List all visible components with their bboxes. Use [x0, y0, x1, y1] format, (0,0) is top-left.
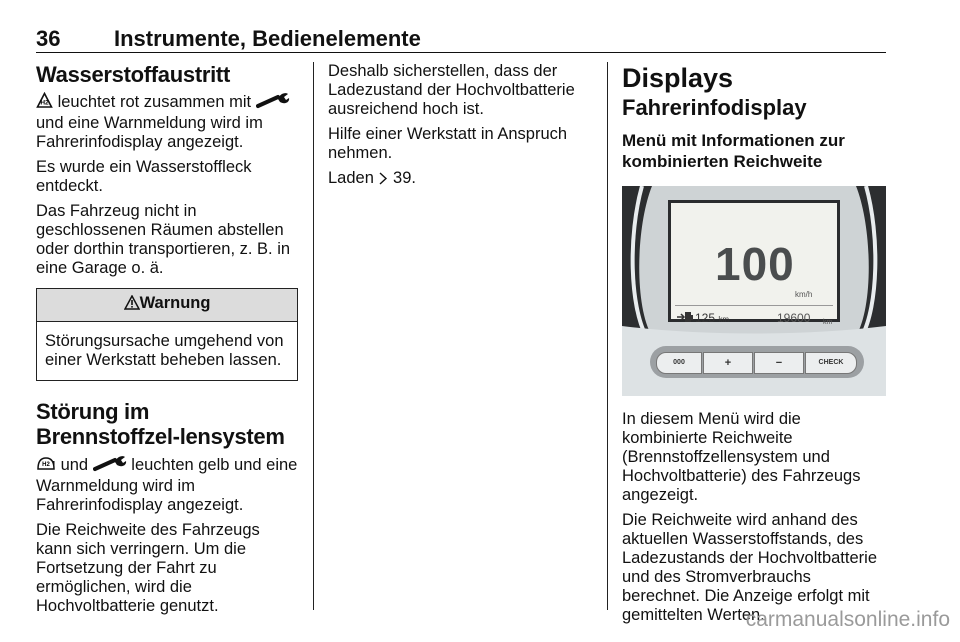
charging-reference-text: Laden — [328, 169, 379, 187]
speed-unit: km/h — [795, 290, 813, 299]
parking-paragraph: Das Fahrzeug nicht in geschlossenen Räumen abstellen oder dorthin transportieren, z. B. in eine Garage o. ä. — [36, 202, 291, 277]
fuel-cell-text-end: leuchten gelb und eine — [126, 456, 298, 474]
workshop-paragraph: Hilfe einer Werkstatt in Anspruch nehmen. — [328, 125, 568, 162]
driver-info-display-heading: Fahrerinfodisplay — [622, 95, 807, 120]
wrench-icon — [256, 91, 290, 114]
cluster-button-minus[interactable]: − — [754, 352, 804, 374]
column-divider-2 — [607, 62, 608, 610]
warning-box — [36, 288, 298, 381]
warning-title: Warnung — [139, 294, 211, 312]
watermark: carmanualsonline.info — [745, 608, 950, 631]
menu-description-paragraph: In diesem Menü wird die kombinierte Reichweite (Brennstoffzellensystem und Hochvoltbatterie) des Fahrzeugs angezeigt. — [622, 410, 861, 504]
hydrogen-paragraph-text: leuchtet rot zusammen mit — [53, 93, 256, 111]
cluster-button-plus[interactable]: + — [703, 352, 753, 374]
hydrogen-paragraph — [36, 91, 298, 152]
svg-text:H2: H2 — [42, 462, 50, 468]
screen-divider — [675, 305, 833, 306]
page-reference-arrow-icon — [378, 171, 388, 190]
fuel-cell-text-mid: und — [56, 456, 93, 474]
cluster-button-reset[interactable]: 000 — [656, 352, 702, 374]
cluster-screen — [668, 200, 840, 326]
header-rule — [36, 52, 886, 53]
page-header — [36, 26, 886, 50]
column-divider-1 — [313, 62, 314, 610]
warning-triangle-icon — [124, 295, 140, 315]
charging-reference-page[interactable]: 39. — [388, 169, 416, 187]
svg-text:H2: H2 — [40, 99, 49, 107]
section-heading-hydrogen-leak: Wasserstoffaustritt — [36, 62, 230, 87]
warning-box-header — [37, 289, 297, 322]
odometer-unit: km — [823, 319, 833, 326]
cluster-button-check[interactable]: CHECK — [805, 352, 857, 374]
column-3 — [622, 62, 886, 631]
column-2 — [328, 62, 590, 196]
wrench-icon — [93, 454, 127, 477]
page-title: Instrumente, Bedienelemente — [114, 26, 421, 51]
displays-heading: Displays — [622, 63, 734, 93]
page-number: 36 — [36, 26, 61, 51]
range-reduction-paragraph: Die Reichweite des Fahrzeugs kann sich verringern. Um die Fortsetzung der Fahrt zu ermöglichen, wird die Hochvoltbatterie genutzt. — [36, 521, 260, 615]
combined-range-value: 125 km — [695, 311, 730, 325]
fuel-cell-text-line2: Warnmeldung wird im Fahrerinfodisplay angezeigt. — [36, 477, 244, 514]
fuel-cell-paragraph — [36, 454, 298, 515]
column-1 — [36, 62, 298, 622]
combined-range-menu-heading: Menü mit Informationen zur kombinierten Reichweite — [622, 131, 845, 171]
section-heading-fuel-cell-fault: Störung im Brennstoffzel-lensystem — [36, 399, 285, 449]
charging-reference — [328, 169, 590, 190]
hydrogen-warning-icon — [36, 92, 53, 114]
range-calculation-paragraph: Die Reichweite wird anhand des aktuellen Wasserstoffstands, des Ladezustands der Hochvoltbatterie und des Stromverbrauchs berechnet. Die Anzeige erfolgt mit gemittelten Werten. — [622, 511, 877, 624]
range-icon — [676, 309, 694, 328]
hydrogen-paragraph-line2: und eine Warnmeldung wird im — [36, 114, 263, 132]
odometer-value: 19600 — [777, 311, 811, 325]
warning-text: Störungsursache umgehend von einer Werkstatt beheben lassen. — [45, 332, 284, 369]
charge-level-paragraph: Deshalb sicherstellen, dass der Ladezustand der Hochvoltbatterie ausreichend hoch ist. — [328, 62, 575, 118]
speed-value: 100 — [715, 238, 795, 290]
instrument-cluster-figure — [622, 186, 886, 396]
hydrogen-paragraph-line3: Fahrerinfodisplay angezeigt. — [36, 133, 244, 151]
fuel-cell-icon — [36, 455, 56, 477]
leak-detected-paragraph: Es wurde ein Wasserstoffleck entdeckt. — [36, 158, 252, 195]
